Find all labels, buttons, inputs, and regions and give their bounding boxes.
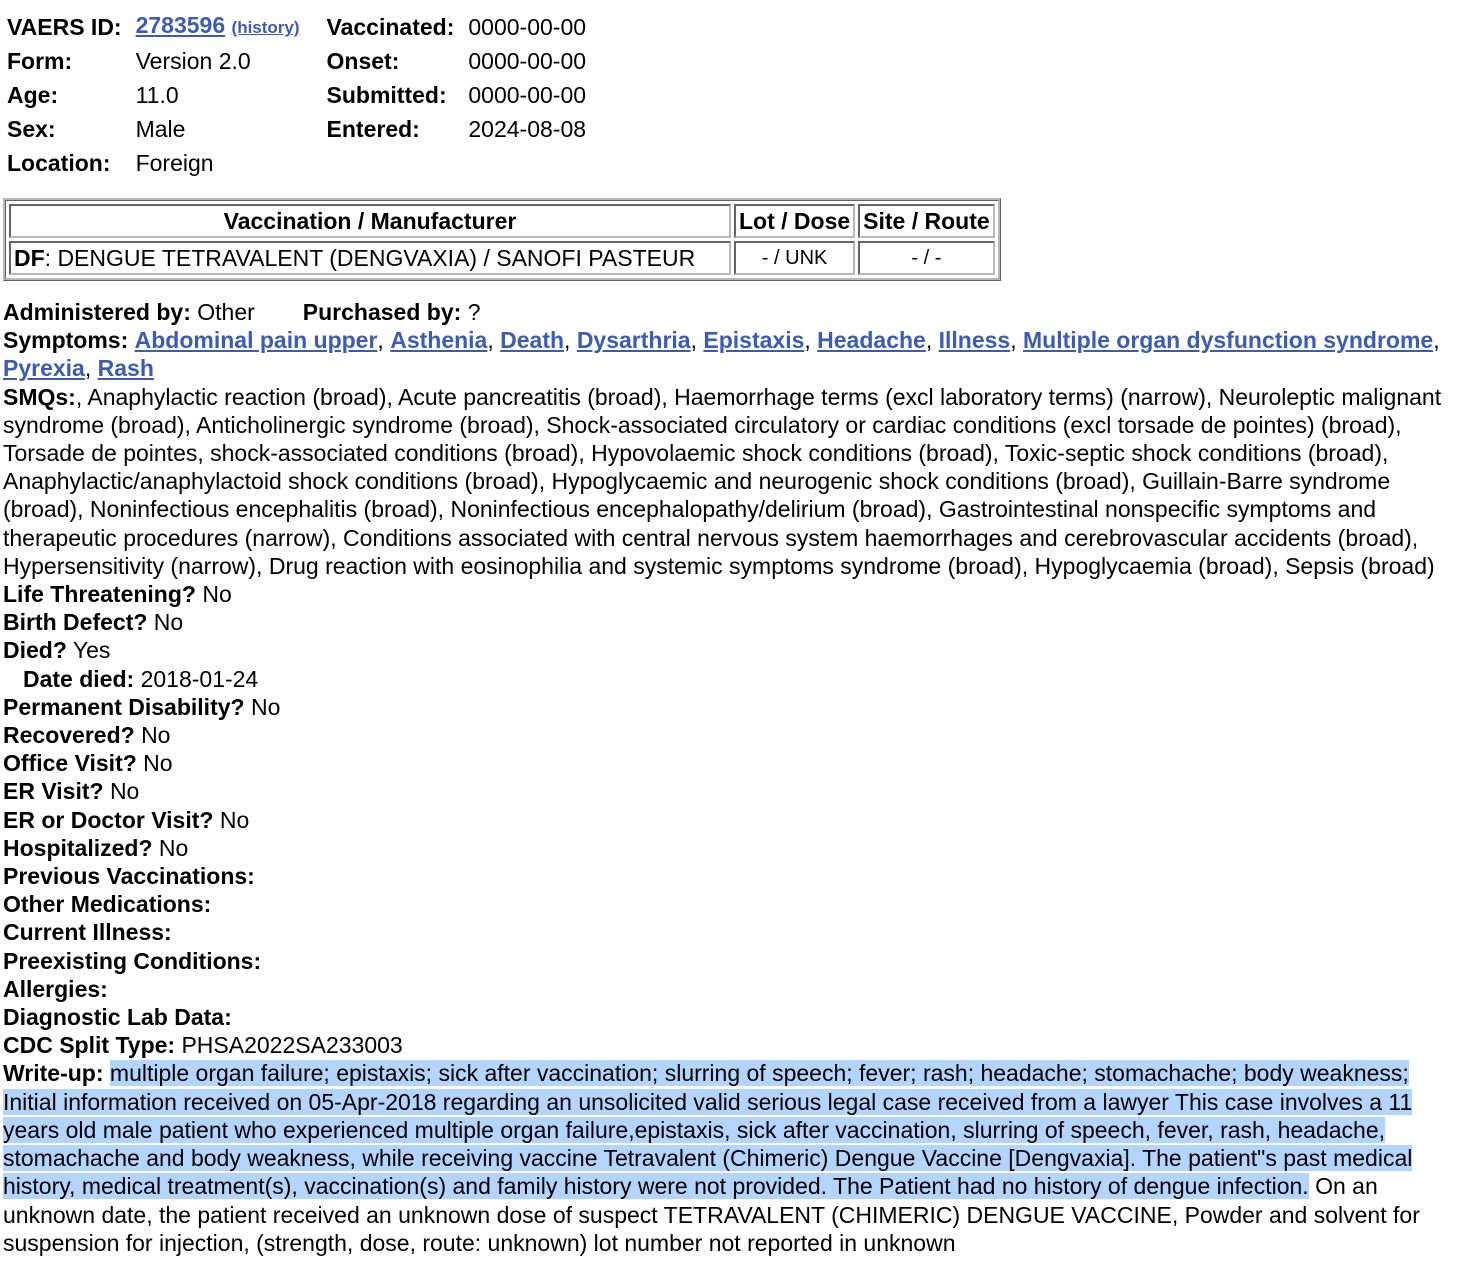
other-medications-label: Other Medications: [3,891,212,918]
lot-dose-header: Lot / Dose [734,204,855,238]
current-illness-line [3,918,1459,946]
date-died-label: Date died: [23,665,135,692]
purchased-label: Purchased by: [302,299,462,325]
vaccinated-label: Vaccinated: [326,13,455,40]
form-value: Version 2.0 [135,47,251,74]
cdc-split-type-value: PHSA2022SA233003 [181,1032,403,1059]
birth-defect-line [3,608,1459,636]
died-label: Died? [3,637,67,664]
er-visit-line [3,777,1459,805]
date-died-line [3,665,1459,693]
er-visit-value: No [109,778,140,805]
submitted-value: 0000-00-00 [468,81,587,108]
hospitalized-label: Hospitalized? [3,834,153,861]
symptom-link[interactable]: Dysarthria [576,327,691,354]
site-route-value: - / - [858,241,995,275]
office-visit-value: No [143,750,173,777]
life-threatening-label: Life Threatening? [3,581,196,608]
symptom-link[interactable]: Rash [97,355,154,382]
symptoms-label: Symptoms: [3,327,129,354]
life-threatening-line [3,580,1459,608]
age-value: 11.0 [135,81,179,108]
er-visit-label: ER Visit? [3,778,104,805]
er-doctor-visit-line [3,806,1459,834]
symptom-link[interactable]: Abdominal pain upper [134,327,378,354]
purchased-value: ? [467,299,481,325]
allergies-line [3,975,1459,1003]
site-route-header: Site / Route [858,204,995,238]
vaccinated-value: 0000-00-00 [468,13,587,40]
report-header-table [0,10,593,180]
age-label: Age: [7,81,59,108]
died-value: Yes [72,637,111,664]
allergies-label: Allergies: [3,975,108,1002]
vaccination-table [3,198,1001,281]
writeup-highlighted-text: multiple organ failure; epistaxis; sick after vaccination; slurring of speech; fever; rash; headache; stomachache; body weakness; Initial information received on 05-Apr-2018 regarding an unsolicited valid serious legal case received from a lawyer This case involves a 11 years old male patient who experienced multiple organ failure,epistaxis, sick after vaccination, slurring of speech, fever, rash, headache, stomachache and body weakness, while receiving vaccine Tetravalent (Chimeric) Dengue Vaccine [Dengvaxia]. The patient"s past medical history, medical treatment(s), vaccination(s) and family history were not provided. The Patient had no history of dengue infection. [3,1060,1413,1200]
preexisting-conditions-line [3,947,1459,975]
cdc-split-type-label: CDC Split Type: [3,1032,176,1059]
symptoms-line: Symptoms: Abdominal pain upper, Asthenia, Death, Dysarthria, Epistaxis, Headache, Illness, Multiple organ dysfunction syndrome, Pyrexia, Rash [3,327,1440,382]
history-link[interactable]: (history) [231,18,300,38]
location-value: Foreign [135,149,214,176]
recovered-value: No [141,722,171,749]
sex-label: Sex: [7,115,56,142]
location-label: Location: [7,149,111,176]
recovered-line [3,721,1459,749]
er-doctor-visit-label: ER or Doctor Visit? [3,806,214,833]
entered-label: Entered: [326,115,420,142]
er-doctor-visit-value: No [219,806,250,833]
administered-line [3,298,1459,326]
lot-dose-value: - / UNK [734,241,855,275]
symptom-link[interactable]: Epistaxis [703,327,805,354]
vaccine-cell [9,241,731,275]
administered-label: Administered by: [3,299,191,325]
smqs-label: SMQs: [3,383,76,410]
vaers-id-link[interactable]: 2783596 [135,12,226,39]
date-died-value: 2018-01-24 [140,665,259,692]
entered-value: 2024-08-08 [468,115,587,142]
office-visit-line [3,749,1459,777]
permanent-disability-value: No [250,693,281,720]
birth-defect-value: No [153,609,184,636]
vaers-id-label: VAERS ID: [7,13,122,40]
hospitalized-value: No [158,834,189,861]
diagnostic-lab-data-label: Diagnostic Lab Data: [3,1004,232,1031]
symptom-link[interactable]: Illness [938,327,1011,354]
onset-value: 0000-00-00 [468,47,587,74]
cdc-split-type-line [3,1031,1459,1059]
previous-vaccinations-label: Previous Vaccinations: [3,863,255,890]
sex-value: Male [135,115,186,142]
permanent-disability-line [3,693,1459,721]
vaccine-code: DF [14,244,45,271]
symptom-link[interactable]: Pyrexia [3,355,85,382]
administered-value: Other [197,299,255,325]
recovered-label: Recovered? [3,722,135,749]
smqs-line [3,383,1459,580]
report-body [3,298,1459,1257]
symptom-link[interactable]: Multiple organ dysfunction syndrome [1023,327,1434,354]
smqs-text: , Anaphylactic reaction (broad), Acute pancreatitis (broad), Haemorrhage terms (excl laboratory terms) (narrow), Neuroleptic malignant syndrome (broad), Anticholinergic syndrome (broad), Shock-associated circulatory or cardiac conditions (excl torsade de pointes) (broad), Torsade de pointes, shock-associated conditions (broad), Hypovolaemic shock conditions (broad), Toxic-septic shock conditions (broad), Anaphylactic/anaphylactoid shock conditions (broad), Hypoglycaemic and neurogenic shock conditions (broad), Guillain-Barre syndrome (broad), Noninfectious encephalitis (broad), Noninfectious encephalopathy/delirium (broad), Gastrointestinal nonspecific symptoms and therapeutic procedures (narrow), Conditions associated with central nervous system haemorrhages and cerebrovascular accidents (broad), Hypersensitivity (narrow), Drug reaction with eosinophilia and systemic symptoms syndrome (broad), Hypoglycaemia (broad), Sepsis (broad) [3,383,1442,579]
submitted-label: Submitted: [326,81,447,108]
writeup-label: Write-up: [3,1060,104,1087]
permanent-disability-label: Permanent Disability? [3,693,245,720]
symptom-link[interactable]: Headache [817,327,926,354]
died-line [3,636,1459,664]
form-label: Form: [7,47,73,74]
life-threatening-value: No [202,581,232,608]
table-row [9,241,995,275]
preexisting-conditions-label: Preexisting Conditions: [3,947,262,974]
writeup-line [3,1059,1459,1256]
symptom-link[interactable]: Death [500,327,565,354]
writeup-text: On an unknown date, the patient received an unknown dose of suspect TETRAVALENT (CHIMERIC) DENGUE VACCINE, Powder and solvent for suspension for injection, (strength, dose, route: unknown) lot number not reported in unknown [3,1173,1420,1256]
office-visit-label: Office Visit? [3,750,137,777]
current-illness-label: Current Illness: [3,919,172,946]
onset-label: Onset: [326,47,400,74]
previous-vaccinations-line [3,862,1459,890]
symptom-link[interactable]: Asthenia [390,327,488,354]
diagnostic-lab-data-line [3,1003,1459,1031]
birth-defect-label: Birth Defect? [3,609,148,636]
vaccination-manufacturer-header: Vaccination / Manufacturer [9,204,731,238]
vaccine-name: : DENGUE TETRAVALENT (DENGVAXIA) / SANOFI PASTEUR [44,244,696,271]
other-medications-line [3,890,1459,918]
hospitalized-line [3,834,1459,862]
